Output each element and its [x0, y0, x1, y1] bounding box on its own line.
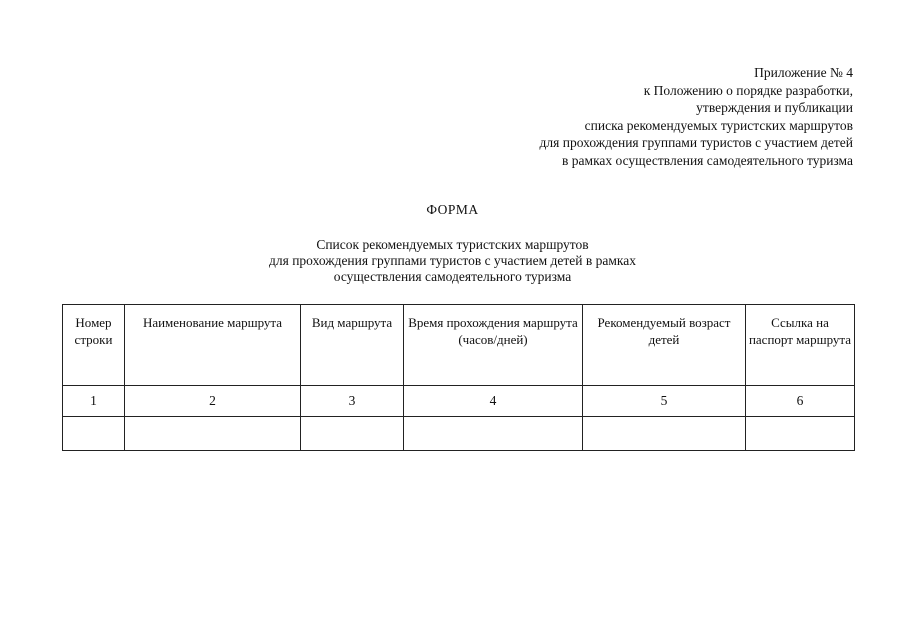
table-row-column-numbers: [63, 386, 855, 417]
empty-cell: [63, 417, 125, 451]
title-line: осуществления самодеятельного туризма: [333, 269, 572, 284]
appendix-line: утверждения и публикации: [696, 100, 853, 115]
empty-cell: [746, 417, 855, 451]
document-title: [0, 237, 905, 285]
appendix-line: для прохождения группами туристов с участием детей: [539, 135, 853, 150]
column-number-cell: 6: [746, 386, 855, 417]
appendix-header: [540, 64, 853, 169]
form-label: ФОРМА: [426, 202, 479, 217]
column-number-cell: 4: [404, 386, 583, 417]
title-line: для прохождения группами туристов с участием детей в рамках: [269, 253, 636, 268]
header-cell-route-type: Вид маршрута: [301, 305, 404, 386]
appendix-line: Приложение № 4: [754, 65, 853, 80]
appendix-line: в рамках осуществления самодеятельного туризма: [562, 152, 853, 168]
header-cell-recommended-age: Рекомендуемый возраст детей: [583, 305, 746, 386]
header-cell-duration: Время прохождения маршрута (часов/дней): [404, 305, 583, 386]
column-number-cell: 1: [63, 386, 125, 417]
empty-cell: [404, 417, 583, 451]
header-cell-route-name: Наименование маршрута: [125, 305, 301, 386]
header-cell-row-number: Номер строки: [63, 305, 125, 386]
table-header-row: [63, 305, 855, 386]
column-number-cell: 2: [125, 386, 301, 417]
routes-table: [62, 304, 855, 451]
column-number-cell: 3: [301, 386, 404, 417]
empty-cell: [125, 417, 301, 451]
column-number-cell: 5: [583, 386, 746, 417]
table-row-empty: [63, 417, 855, 451]
appendix-line: к Положению о порядке разработки,: [643, 82, 853, 98]
empty-cell: [301, 417, 404, 451]
title-line: Список рекомендуемых туристских маршрутов: [316, 237, 589, 252]
header-cell-passport-link: Ссылка на паспорт маршрута: [746, 305, 855, 386]
appendix-line: списка рекомендуемых туристских маршрутов: [584, 117, 853, 133]
empty-cell: [583, 417, 746, 451]
